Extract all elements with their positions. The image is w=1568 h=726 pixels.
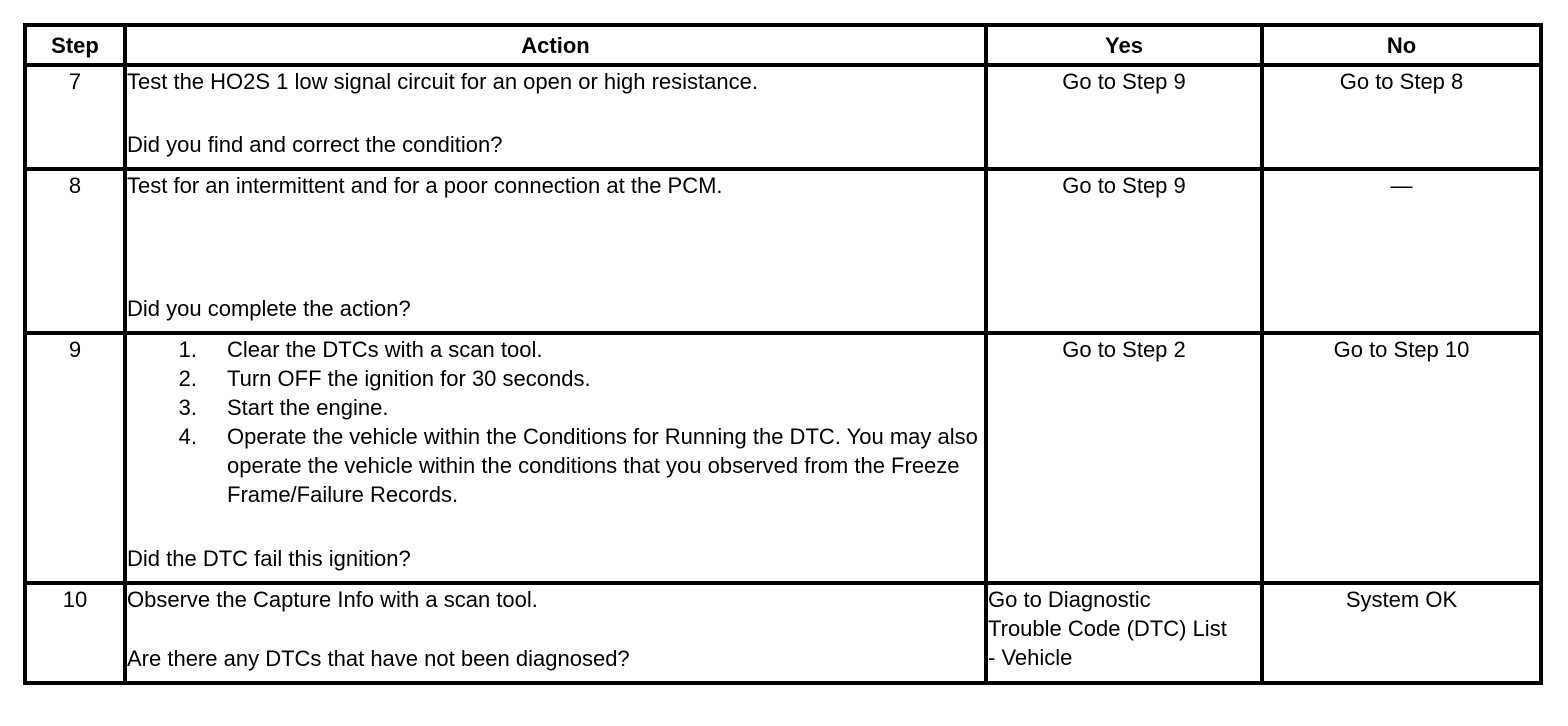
action-question: Are there any DTCs that have not been diagnosed? — [127, 646, 630, 671]
no-cell — [1262, 333, 1541, 583]
substep-number: 2. — [178, 366, 197, 391]
diagnostic-table — [23, 23, 1543, 685]
substep-text: Operate the vehicle within the Conditions for Running the DTC. You may also operate the vehicle within the conditions that you observed from the Freeze Frame/Failure Records. — [227, 424, 978, 507]
substep-list — [127, 335, 984, 509]
action-text: Test for an intermittent and for a poor connection at the PCM. — [127, 173, 723, 198]
no-cell — [1262, 169, 1541, 333]
action-cell — [125, 583, 986, 683]
yes-cell — [986, 333, 1262, 583]
yes-result: Go to Step 2 — [1062, 337, 1186, 362]
header-row — [25, 25, 1541, 65]
action-cell — [125, 65, 986, 169]
action-cell — [125, 169, 986, 333]
action-question: Did the DTC fail this ignition? — [127, 546, 411, 571]
table-row — [25, 583, 1541, 683]
yes-cell — [986, 65, 1262, 169]
no-cell — [1262, 65, 1541, 169]
step-number: 9 — [25, 333, 125, 583]
list-item — [127, 335, 984, 364]
yes-cell — [986, 169, 1262, 333]
substep-text: Clear the DTCs with a scan tool. — [227, 337, 543, 362]
action-text: Observe the Capture Info with a scan tool. — [127, 587, 538, 612]
step-number: 8 — [25, 169, 125, 333]
yes-result: Go to Step 9 — [1062, 69, 1186, 94]
no-cell — [1262, 583, 1541, 683]
substep-text: Turn OFF the ignition for 30 seconds. — [227, 366, 591, 391]
yes-cell — [986, 583, 1262, 683]
table-row — [25, 333, 1541, 583]
substep-number: 1. — [178, 337, 197, 362]
no-result: Go to Step 10 — [1333, 337, 1470, 362]
substep-text: Start the engine. — [227, 395, 389, 420]
substep-number: 4. — [178, 424, 197, 449]
table-row — [25, 65, 1541, 169]
no-result: — — [1390, 173, 1413, 198]
step-number: 7 — [25, 65, 125, 169]
yes-result: Go to Step 9 — [1062, 173, 1186, 198]
no-result: Go to Step 8 — [1339, 69, 1464, 94]
list-item — [127, 393, 984, 422]
no-result: System OK — [1345, 587, 1458, 612]
list-item — [127, 364, 984, 393]
header-step: Step — [25, 25, 125, 65]
header-yes: Yes — [986, 25, 1262, 65]
action-text: Test the HO2S 1 low signal circuit for an open or high resistance. — [127, 69, 758, 94]
list-item — [127, 422, 984, 509]
header-action: Action — [125, 25, 986, 65]
step-number: 10 — [25, 583, 125, 683]
action-cell — [125, 333, 986, 583]
yes-result: Go to Diagnostic Trouble Code (DTC) List - Vehicle — [988, 587, 1227, 670]
header-no: No — [1262, 25, 1541, 65]
action-question: Did you find and correct the condition? — [127, 132, 503, 157]
substep-number: 3. — [178, 395, 197, 420]
action-question: Did you complete the action? — [127, 296, 411, 321]
table-row — [25, 169, 1541, 333]
